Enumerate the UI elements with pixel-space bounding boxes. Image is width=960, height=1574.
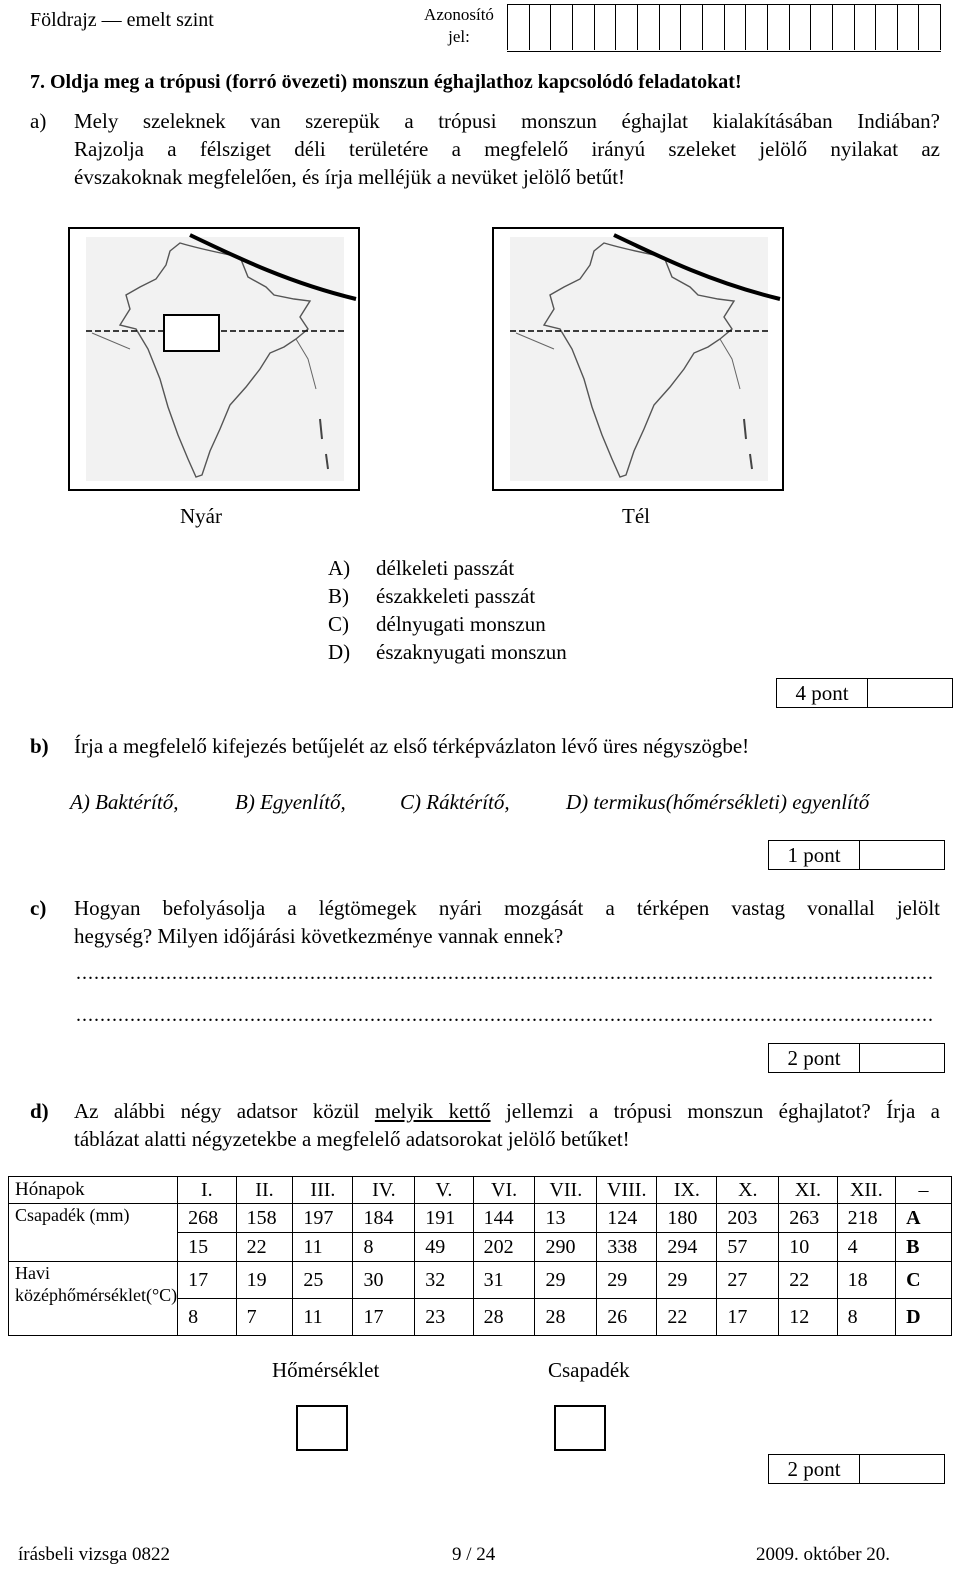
value-cell: 4 <box>837 1233 895 1262</box>
row-letter-cell: D <box>896 1299 952 1336</box>
header-cell: II. <box>236 1177 293 1204</box>
row-group-label: Havi középhőmérséklet(°C) <box>9 1262 178 1336</box>
header-subject: Földrajz — emelt szint <box>30 9 214 31</box>
value-cell: 25 <box>293 1262 353 1299</box>
score-field[interactable] <box>860 1044 944 1072</box>
score-field[interactable] <box>868 679 952 707</box>
value-cell: 17 <box>717 1299 779 1336</box>
option-letter: A) <box>328 556 351 580</box>
value-cell: 8 <box>178 1299 236 1336</box>
value-cell: 13 <box>535 1204 597 1233</box>
option-text: délkeleti passzát <box>376 556 515 580</box>
value-cell: 202 <box>473 1233 535 1262</box>
value-cell: 29 <box>657 1262 717 1299</box>
row-group-label: Csapadék (mm) <box>9 1204 178 1262</box>
row-letter-cell: B <box>896 1233 952 1262</box>
score-label: 2 pont <box>769 1044 860 1072</box>
value-cell: 22 <box>657 1299 717 1336</box>
row-letter-cell: A <box>896 1204 952 1233</box>
header-cell-months: Hónapok <box>9 1177 178 1204</box>
value-cell: 26 <box>597 1299 657 1336</box>
footer-exam: írásbeli vizsga 0822 <box>18 1544 170 1565</box>
answer-box-precipitation[interactable] <box>554 1405 606 1451</box>
value-cell: 57 <box>717 1233 779 1262</box>
score-label: 1 pont <box>769 841 860 869</box>
header-cell: VI. <box>473 1177 535 1204</box>
header-cell: X. <box>717 1177 779 1204</box>
value-cell: 17 <box>353 1299 415 1336</box>
climate-data-table <box>8 1176 952 1336</box>
part-a-line-2: Rajzolja a félsziget déli területére a megfelelő irányú szeleket jelölő nyilakat az <box>74 137 940 161</box>
option-letter: D) <box>328 640 351 664</box>
option-text: délnyugati monszun <box>376 612 546 636</box>
header-cell: XI. <box>779 1177 837 1204</box>
score-field[interactable] <box>860 841 944 869</box>
part-c-line-1: Hogyan befolyásolja a légtömegek nyári mozgását a térképen vastag vonallal jelölt <box>74 896 940 920</box>
value-cell: 18 <box>837 1262 895 1299</box>
value-cell: 10 <box>779 1233 837 1262</box>
question-title: 7. Oldja meg a trópusi (forró övezeti) monszun éghajlathoz kapcsolódó feladatokat! <box>30 71 742 93</box>
value-cell: 158 <box>236 1204 293 1233</box>
score-box-b <box>768 840 945 870</box>
part-c-label: c) <box>30 896 47 920</box>
india-outline-summer <box>70 229 358 489</box>
map-label-winter: Tél <box>622 504 650 528</box>
part-b-text: Írja a megfelelő kifejezés betűjelét az első térképvázlaton lévő üres négyszögbe! <box>74 734 750 758</box>
header-cell: VIII. <box>597 1177 657 1204</box>
value-cell: 184 <box>353 1204 415 1233</box>
value-cell: 144 <box>473 1204 535 1233</box>
header-cell: I. <box>178 1177 236 1204</box>
header-cell: XII. <box>837 1177 895 1204</box>
value-cell: 12 <box>779 1299 837 1336</box>
footer-page: 9 / 24 <box>452 1544 496 1565</box>
header-cell: V. <box>415 1177 473 1204</box>
score-label: 2 pont <box>769 1455 860 1483</box>
part-a-line-1: Mely szeleknek van szerepük a trópusi monszun éghajlat kialakításában Indiában? <box>74 109 940 133</box>
score-label: 4 pont <box>777 679 868 707</box>
value-cell: 180 <box>657 1204 717 1233</box>
b-option: C) Ráktérítő, <box>400 790 510 814</box>
option-letter: B) <box>328 584 349 608</box>
underlined-phrase: melyik kettő <box>374 1099 491 1123</box>
answer-label-precipitation: Csapadék <box>548 1358 630 1382</box>
footer-date: 2009. október 20. <box>756 1544 891 1565</box>
value-cell: 32 <box>415 1262 473 1299</box>
value-cell: 197 <box>293 1204 353 1233</box>
header-cell: – <box>896 1177 952 1204</box>
score-box-d <box>768 1454 945 1484</box>
value-cell: 124 <box>597 1204 657 1233</box>
b-option: B) Egyenlítő, <box>235 790 346 814</box>
b-option: A) Baktérítő, <box>70 790 179 814</box>
header-cell: VII. <box>535 1177 597 1204</box>
value-cell: 23 <box>415 1299 473 1336</box>
part-a-line-3: évszakoknak megfelelően, és írja melléjük a nevüket jelölő betűt! <box>74 165 626 189</box>
map-winter <box>492 227 784 491</box>
value-cell: 22 <box>236 1233 293 1262</box>
part-c-line-2: hegység? Milyen időjárási következménye vannak ennek? <box>74 924 564 948</box>
value-cell: 28 <box>535 1299 597 1336</box>
part-a-label: a) <box>30 109 47 133</box>
value-cell: 290 <box>535 1233 597 1262</box>
score-box-a <box>776 678 953 708</box>
header-cell: IV. <box>353 1177 415 1204</box>
id-cells <box>507 4 941 50</box>
value-cell: 11 <box>293 1233 353 1262</box>
header-id-label: Azonosító jel: <box>424 5 494 46</box>
value-cell: 8 <box>837 1299 895 1336</box>
value-cell: 31 <box>473 1262 535 1299</box>
map-summer <box>68 227 360 491</box>
answer-box-temperature[interactable] <box>296 1405 348 1451</box>
value-cell: 263 <box>779 1204 837 1233</box>
option-text: északnyugati monszun <box>376 640 567 664</box>
answer-line[interactable]: ............................................................................................................................................... <box>76 962 934 984</box>
score-field[interactable] <box>860 1455 944 1483</box>
option-letter: C) <box>328 612 349 636</box>
value-cell: 294 <box>657 1233 717 1262</box>
row-letter-cell: C <box>896 1262 952 1299</box>
part-d-line-1: Az alábbi négy adatsor közül melyik kettő jellemzi a trópusi monszun éghajlatot? Írja a <box>74 1099 940 1123</box>
score-box-c <box>768 1043 945 1073</box>
value-cell: 268 <box>178 1204 236 1233</box>
part-b-label: b) <box>30 734 49 758</box>
value-cell: 7 <box>236 1299 293 1336</box>
value-cell: 28 <box>473 1299 535 1336</box>
answer-label-temperature: Hőmérséklet <box>272 1358 380 1382</box>
part-d-label: d) <box>30 1099 49 1123</box>
table-row <box>9 1204 952 1233</box>
b-option: D) termikus(hőmérsékleti) egyenlítő <box>566 790 870 814</box>
value-cell: 191 <box>415 1204 473 1233</box>
part-d-line-2: táblázat alatti négyzetekbe a megfelelő adatsorokat jelölő betűket! <box>74 1127 630 1151</box>
value-cell: 203 <box>717 1204 779 1233</box>
value-cell: 8 <box>353 1233 415 1262</box>
value-cell: 30 <box>353 1262 415 1299</box>
option-text: északkeleti passzát <box>376 584 536 608</box>
value-cell: 218 <box>837 1204 895 1233</box>
map-label-summer: Nyár <box>180 504 222 528</box>
table-header-row <box>9 1177 952 1204</box>
value-cell: 49 <box>415 1233 473 1262</box>
value-cell: 22 <box>779 1262 837 1299</box>
value-cell: 17 <box>178 1262 236 1299</box>
value-cell: 338 <box>597 1233 657 1262</box>
value-cell: 27 <box>717 1262 779 1299</box>
value-cell: 15 <box>178 1233 236 1262</box>
value-cell: 19 <box>236 1262 293 1299</box>
value-cell: 29 <box>597 1262 657 1299</box>
header-cell: IX. <box>657 1177 717 1204</box>
answer-square[interactable] <box>164 315 219 351</box>
header-cell: III. <box>293 1177 353 1204</box>
value-cell: 29 <box>535 1262 597 1299</box>
table-row <box>9 1262 952 1299</box>
india-outline-winter <box>494 229 782 489</box>
answer-line[interactable]: ............................................................................................................................................... <box>76 1004 934 1026</box>
value-cell: 11 <box>293 1299 353 1336</box>
